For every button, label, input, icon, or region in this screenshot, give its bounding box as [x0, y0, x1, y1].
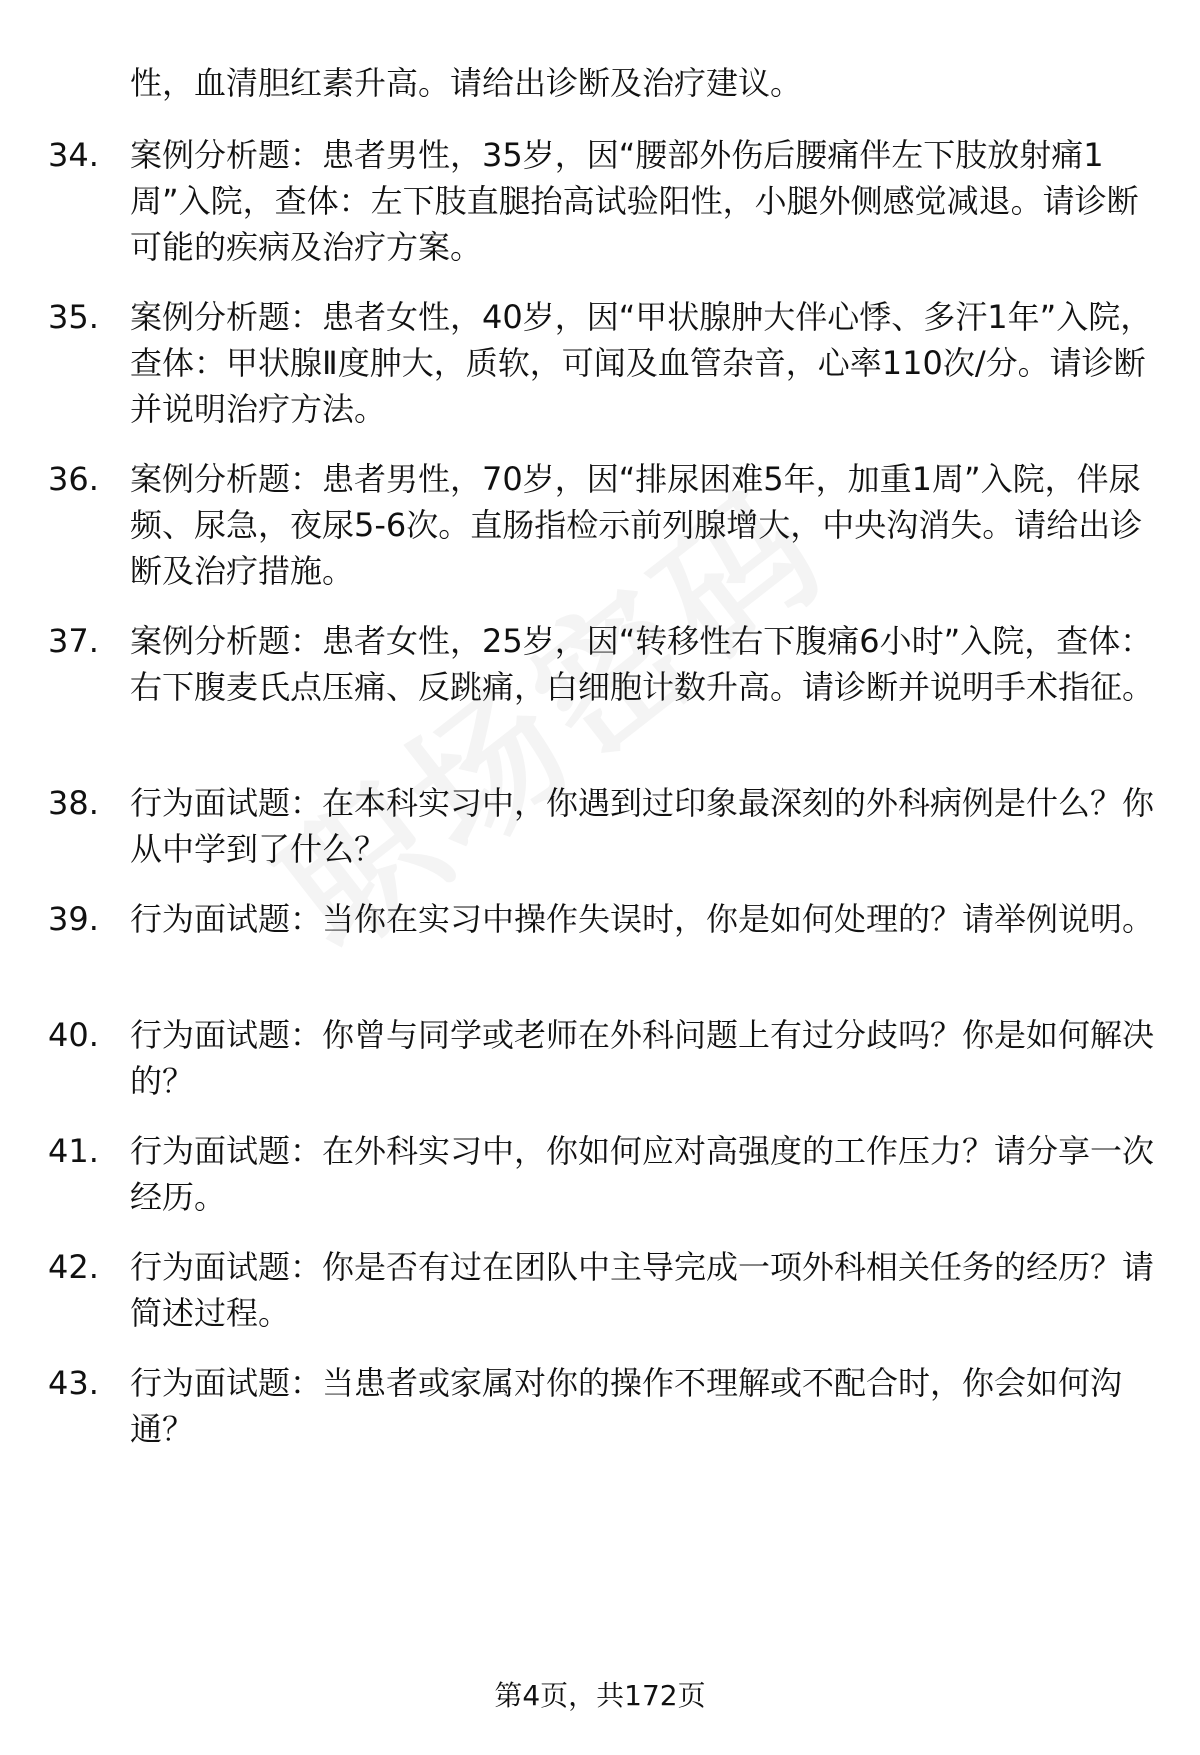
list-item	[48, 780, 1168, 872]
list-item	[48, 896, 1168, 942]
question-text: 案例分析题：患者男性，70岁，因“排尿困难5年，加重1周”入院，伴尿频、尿急，夜尿5-6次。直肠指检示前列腺增大，中央沟消失。请给出诊断及治疗措施。	[130, 460, 1143, 590]
list-item	[48, 1128, 1168, 1220]
question-text: 行为面试题：当你在实习中操作失误时，你是如何处理的？请举例说明。	[130, 900, 1155, 938]
list-item	[48, 456, 1168, 594]
list-item	[48, 294, 1168, 432]
question-text: 行为面试题：在外科实习中，你如何应对高强度的工作压力？请分享一次经历。	[130, 1132, 1155, 1216]
continued-text: 性，血清胆红素升高。请给出诊断及治疗建议。	[130, 64, 803, 102]
question-number: 42.	[48, 1248, 99, 1286]
list-item	[48, 1360, 1168, 1452]
question-text: 行为面试题：你是否有过在团队中主导完成一项外科相关任务的经历？请简述过程。	[130, 1248, 1155, 1332]
question-text: 行为面试题：当患者或家属对你的操作不理解或不配合时，你会如何沟通？	[130, 1364, 1123, 1448]
page-number: 第4页，共172页	[494, 1679, 706, 1712]
question-text: 案例分析题：患者男性，35岁，因“腰部外伤后腰痛伴左下肢放射痛1周”入院，查体：左下肢直腿抬高试验阳性，小腿外侧感觉减退。请诊断可能的疾病及治疗方案。	[130, 136, 1139, 266]
question-text: 案例分析题：患者女性，40岁，因“甲状腺肿大伴心悸、多汗1年”入院，查体：甲状腺Ⅱ度肿大，质软，可闻及血管杂音，心率110次/分。请诊断并说明治疗方法。	[130, 298, 1153, 428]
list-item	[48, 1012, 1168, 1104]
list-item	[48, 132, 1168, 270]
question-number: 39.	[48, 900, 99, 938]
question-number: 34.	[48, 136, 99, 174]
question-text: 案例分析题：患者女性，25岁，因“转移性右下腹痛6小时”入院，查体：右下腹麦氏点压痛、反跳痛，白细胞计数升高。请诊断并说明手术指征。	[130, 622, 1155, 706]
question-number: 40.	[48, 1016, 99, 1054]
question-number: 38.	[48, 784, 99, 822]
question-number: 35.	[48, 298, 99, 336]
question-text: 行为面试题：你曾与同学或老师在外科问题上有过分歧吗？你是如何解决的？	[130, 1016, 1155, 1100]
list-item	[48, 618, 1168, 710]
question-number: 37.	[48, 622, 99, 660]
question-number: 36.	[48, 460, 99, 498]
question-text: 行为面试题：在本科实习中，你遇到过印象最深刻的外科病例是什么？你从中学到了什么？	[130, 784, 1155, 868]
question-number: 41.	[48, 1132, 99, 1170]
list-item	[48, 1244, 1168, 1336]
question-number: 43.	[48, 1364, 99, 1402]
